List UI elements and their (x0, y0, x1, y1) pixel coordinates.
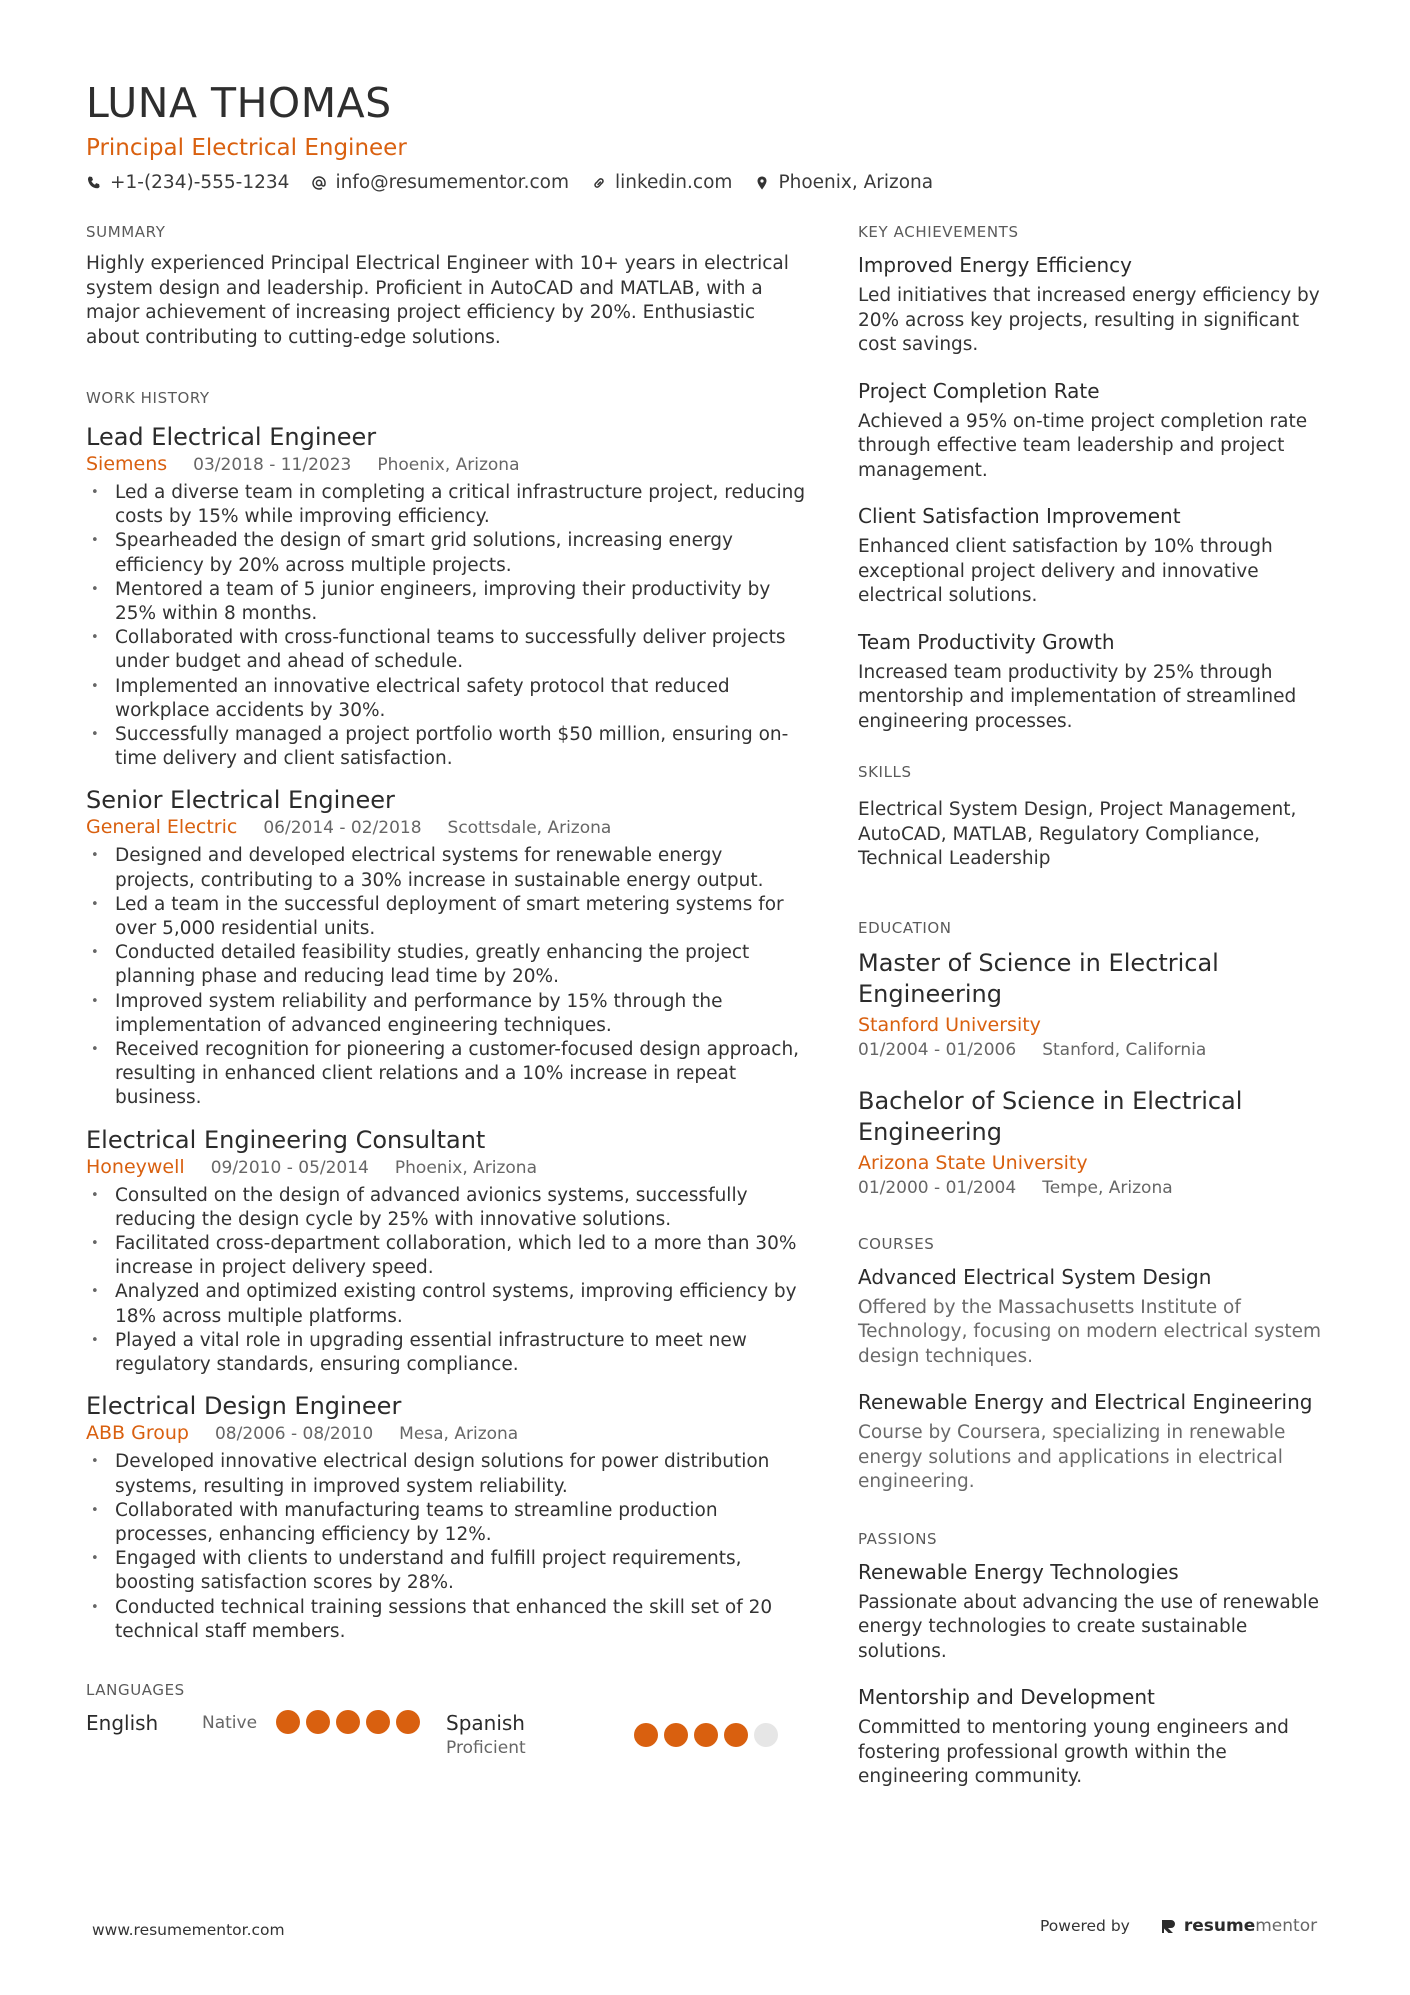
courses-section (858, 1234, 1338, 1495)
job-bullets (86, 844, 806, 1110)
achievements-section (858, 222, 1338, 734)
location-pin-icon (754, 175, 770, 191)
language-item (446, 1710, 806, 1760)
contact-location (754, 172, 933, 193)
job-meta (86, 816, 806, 838)
contact-email[interactable] (311, 172, 569, 193)
education-degree: Master of Science in Electrical Engineering (858, 948, 1219, 1008)
course-desc: Course by Coursera, specializing in renewable energy solutions and applications in electrical engineering. (858, 1422, 1286, 1492)
contact-row (86, 172, 1326, 193)
passion-title: Mentorship and Development (858, 1685, 1155, 1709)
rating-dot-filled (306, 1710, 330, 1734)
course-title: Advanced Electrical System Design (858, 1264, 1212, 1289)
skills-heading: SKILLS (858, 763, 912, 781)
course-desc: Offered by the Massachusetts Institute of Technology, focusing on modern electrical system design techniques. (858, 1296, 1322, 1367)
brand-light: mentor (1255, 1916, 1318, 1936)
job-location: Phoenix, Arizona (377, 455, 520, 475)
achievement-item (858, 629, 1338, 735)
education-meta (858, 1176, 1338, 1200)
education-location: Tempe, Arizona (1042, 1177, 1173, 1198)
job-company: Siemens (86, 453, 168, 475)
job-entry (86, 785, 806, 1110)
achievement-title: Team Productivity Growth (858, 629, 1115, 654)
rating-dot-filled (664, 1723, 688, 1747)
achievement-desc: Led initiatives that increased energy efficiency by 20% across key projects, resulting in significant cost savings. (858, 285, 1320, 355)
job-bullet: • Engaged with clients to understand and fulfill project requirements, boosting satisfaction scores by 28%. (86, 1547, 806, 1595)
education-section (858, 918, 1338, 1200)
job-location: Phoenix, Arizona (394, 1157, 537, 1178)
courses-heading: COURSES (858, 1234, 935, 1253)
skills-section (858, 762, 1338, 872)
job-bullet: • Collaborated with cross-functional teams to successfully deliver projects under budget and ahead of schedule. (86, 626, 806, 674)
passion-item (858, 1684, 1338, 1790)
course-item (858, 1389, 1338, 1495)
passion-title: Renewable Energy Technologies (858, 1559, 1179, 1584)
languages-section (86, 1680, 806, 1760)
rating-dot-filled (694, 1723, 718, 1747)
rating-dot-filled (724, 1723, 748, 1747)
job-title: Electrical Engineering Consultant (86, 1125, 486, 1154)
passion-desc: Committed to mentoring young engineers and fostering professional growth within the engineering community. (858, 1717, 1289, 1787)
language-rating (634, 1723, 784, 1747)
at-icon (311, 175, 327, 191)
job-bullet: • Successfully managed a project portfolio worth $50 million, ensuring on-time delivery and client satisfaction. (86, 723, 806, 771)
education-dates: 01/2004 - 01/2006 (858, 1039, 1017, 1060)
job-location: Mesa, Arizona (399, 1424, 519, 1445)
job-title: Senior Electrical Engineer (86, 786, 395, 815)
summary-heading: SUMMARY (86, 223, 166, 241)
language-rating (276, 1710, 426, 1734)
work-history-heading: WORK HISTORY (86, 389, 210, 407)
job-entry (86, 1125, 806, 1378)
education-location: Stanford, California (1042, 1039, 1207, 1060)
achievement-item (858, 378, 1338, 484)
education-dates: 01/2000 - 01/2004 (858, 1177, 1017, 1198)
candidate-title: Principal Electrical Engineer (86, 135, 407, 161)
achievement-desc: Enhanced client satisfaction by 10% through exceptional project delivery and innovative electrical solutions. (858, 536, 1273, 606)
link-icon (591, 175, 607, 191)
job-bullet: • Spearheaded the design of smart grid solutions, increasing energy efficiency by 20% across multiple projects. (86, 529, 806, 577)
education-item (858, 948, 1338, 1062)
language-name: Spanish (446, 1710, 525, 1735)
work-history-section (86, 388, 806, 1644)
job-location: Scottsdale, Arizona (447, 818, 612, 839)
achievement-title: Improved Energy Efficiency (858, 253, 1133, 277)
job-meta (86, 1156, 806, 1178)
achievements-heading: KEY ACHIEVEMENTS (858, 223, 1019, 241)
job-bullet: • Implemented an innovative electrical safety protocol that reduced workplace accidents by 30%. (86, 675, 806, 723)
job-company: ABB Group (86, 1422, 189, 1445)
job-bullet: • Conducted detailed feasibility studies, greatly enhancing the project planning phase and reducing lead time by 20%. (86, 941, 806, 989)
achievement-title: Client Satisfaction Improvement (858, 504, 1181, 528)
job-bullet: • Played a vital role in upgrading essential infrastructure to meet new regulatory standards, ensuring compliance. (86, 1329, 806, 1377)
job-bullets (86, 1450, 806, 1644)
job-dates: 09/2010 - 05/2014 (210, 1157, 369, 1178)
job-dates: 06/2014 - 02/2018 (263, 818, 422, 839)
education-meta (858, 1038, 1338, 1062)
candidate-name: LUNA THOMAS (86, 79, 392, 127)
language-name-wrap (86, 1710, 202, 1736)
languages-row (86, 1710, 806, 1760)
achievement-desc: Increased team productivity by 25% through mentorship and implementation of streamlined engineering processes. (858, 661, 1297, 732)
linkedin-text: linkedin.com (614, 172, 733, 193)
powered-by-label: Powered by (1040, 1917, 1130, 1935)
job-dates: 03/2018 - 11/2023 (193, 455, 352, 475)
education-school: Arizona State University (858, 1151, 1088, 1174)
rating-dot-filled (634, 1723, 658, 1747)
contact-linkedin[interactable] (591, 172, 732, 193)
resume-header (86, 78, 1326, 193)
rating-dot-filled (276, 1710, 300, 1734)
left-column (86, 222, 806, 1760)
job-bullets (86, 1184, 806, 1378)
job-bullet: • Led a diverse team in completing a critical infrastructure project, reducing costs by 15% while improving efficiency. (86, 481, 806, 529)
job-bullet: • Designed and developed electrical systems for renewable energy projects, contributing to a 30% increase in sustainable energy output. (86, 844, 806, 892)
job-meta (86, 453, 806, 475)
job-company: General Electric (86, 816, 238, 839)
language-name-wrap (446, 1710, 634, 1760)
location-text: Phoenix, Arizona (778, 172, 934, 193)
education-degree: Bachelor of Science in Electrical Engineering (858, 1086, 1243, 1146)
passion-item (858, 1559, 1338, 1665)
education-item (858, 1086, 1338, 1200)
footer-website[interactable]: www.resumementor.com (92, 1921, 285, 1939)
passions-heading: PASSIONS (858, 1529, 938, 1548)
phone-text: +1-(234)-555-1234 (110, 172, 290, 193)
contact-phone[interactable] (86, 172, 289, 193)
rating-dot-filled (366, 1710, 390, 1734)
skills-text: Electrical System Design, Project Management, AutoCAD, MATLAB, Regulatory Compliance, Technical Leadership (858, 799, 1297, 869)
course-title: Renewable Energy and Electrical Engineering (858, 1390, 1313, 1414)
languages-heading: LANGUAGES (86, 1680, 185, 1699)
rating-dot-filled (396, 1710, 420, 1734)
job-bullet: • Facilitated cross-department collaboration, which led to a more than 30% increase in project delivery speed. (86, 1232, 806, 1280)
summary-section (86, 222, 806, 350)
job-bullet: • Collaborated with manufacturing teams to streamline production processes, enhancing efficiency by 12%. (86, 1499, 806, 1547)
job-bullet: • Led a team in the successful deployment of smart metering systems for over 5,000 residential units. (86, 893, 806, 941)
job-title: Lead Electrical Engineer (86, 423, 377, 451)
job-entry (86, 1391, 806, 1644)
achievement-title: Project Completion Rate (858, 378, 1100, 403)
language-level: Proficient (446, 1737, 526, 1758)
rating-dot-empty (754, 1723, 778, 1747)
summary-text: Highly experienced Principal Electrical Engineer with 10+ years in electrical system design and leadership. Proficient in AutoCAD and MATLAB, with a major achievement of increasing project efficiency by 20%. Enthusiastic about contributing to cutting-edge solutions. (86, 253, 789, 348)
passions-section (858, 1529, 1338, 1790)
email-text: info@resumementor.com (335, 172, 569, 193)
job-bullet: • Consulted on the design of advanced avionics systems, successfully reducing the design cycle by 25% with innovative solutions. (86, 1184, 806, 1232)
achievement-item (858, 252, 1338, 358)
job-bullet: • Developed innovative electrical design solutions for power distribution systems, resulting in improved system reliability. (86, 1450, 806, 1498)
job-company: Honeywell (86, 1155, 185, 1178)
job-dates: 08/2006 - 08/2010 (214, 1424, 374, 1445)
education-heading: EDUCATION (858, 918, 952, 937)
language-name: English (86, 1710, 159, 1735)
right-column (858, 222, 1338, 1810)
job-bullet: • Mentored a team of 5 junior engineers, improving their productivity by 25% within 8 months. (86, 578, 806, 626)
job-bullet: • Analyzed and optimized existing control systems, improving efficiency by 18% across multiple platforms. (86, 1280, 806, 1328)
course-item (858, 1264, 1338, 1370)
job-bullet: • Conducted technical training sessions that enhanced the skill set of 20 technical staff members. (86, 1596, 806, 1644)
language-level: Native (202, 1712, 258, 1733)
resumementor-logo-icon (1160, 1917, 1178, 1935)
rating-dot-filled (336, 1710, 360, 1734)
brand-bold: resume (1183, 1916, 1256, 1936)
job-title: Electrical Design Engineer (86, 1392, 402, 1421)
passion-desc: Passionate about advancing the use of renewable energy technologies to create sustainable solutions. (858, 1591, 1319, 1662)
job-bullets (86, 481, 806, 771)
job-meta (86, 1422, 806, 1444)
footer-powered (1040, 1916, 1317, 1936)
job-entry (86, 422, 806, 771)
achievement-desc: Achieved a 95% on-time project completion rate through effective team leadership and project management. (858, 410, 1308, 481)
resumementor-logo[interactable] (1160, 1916, 1317, 1936)
language-item (86, 1710, 446, 1736)
job-bullet: • Received recognition for pioneering a customer-focused design approach, resulting in enhanced client relations and a 10% increase in repeat business. (86, 1038, 806, 1111)
achievement-item (858, 503, 1338, 609)
phone-icon (86, 175, 102, 191)
job-bullet: • Improved system reliability and performance by 15% through the implementation of advanced engineering techniques. (86, 990, 806, 1038)
education-school: Stanford University (858, 1013, 1041, 1036)
